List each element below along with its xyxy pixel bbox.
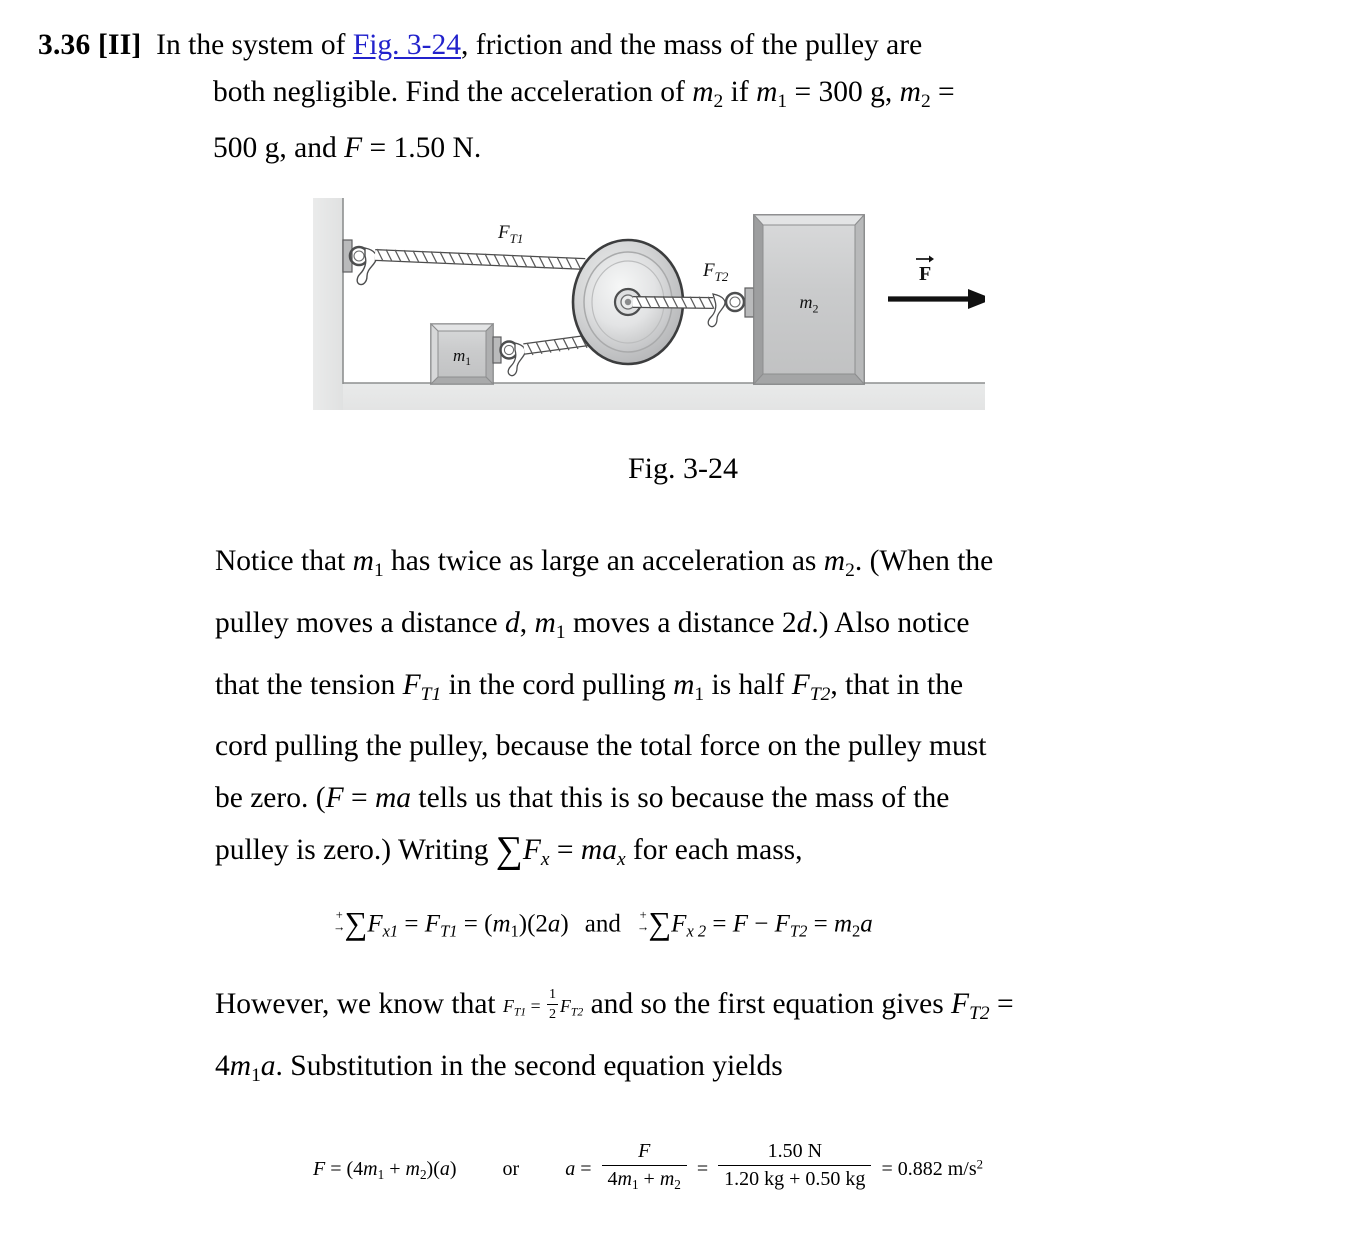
var-m1-sub: 1 [777, 90, 788, 112]
notice-m1b: m [534, 606, 556, 639]
notice-d2: d [796, 606, 812, 639]
eq-FT2-sub: T2 [789, 921, 808, 941]
figure-label-m1: $m_1$ [452, 346, 472, 368]
however-paragraph [215, 978, 1275, 1102]
notice-t3d: , that in the [830, 668, 964, 701]
figure-label-m2: $m_2$ [799, 292, 819, 316]
problem-text-2a: both negligible. Find the acceleration of [213, 76, 693, 108]
var-m2b-sub: 2 [920, 90, 931, 112]
fin-frac1-plus: + [638, 1168, 660, 1190]
however-m1-sub: 1 [251, 1064, 261, 1086]
notice-t5a: be zero. ( [215, 782, 326, 815]
fin-m2: m [405, 1158, 420, 1180]
eq-m2-sub: 2 [852, 921, 861, 941]
figure-caption: Fig. 3-24 [627, 452, 738, 485]
inline-num: 1 [547, 986, 558, 1004]
fin-m1: m [363, 1158, 378, 1180]
notice-max-sub: x [616, 849, 626, 871]
figure-3-24 [313, 198, 985, 410]
however-t1c: = [989, 988, 1014, 1020]
inline-FT2-sub: T2 [570, 1005, 584, 1019]
notice-max: ma [580, 834, 617, 867]
fin-frac1-4: 4 [607, 1168, 618, 1190]
problem-text-1a: In the system of [156, 29, 353, 61]
problem-text-3a: 500 g, and [213, 131, 345, 164]
fin-frac1-m2-sub: 2 [674, 1176, 681, 1192]
notice-m1b-sub: 1 [555, 621, 566, 643]
notice-t2b: , [519, 606, 535, 639]
fin-eq1: = (4 [325, 1158, 364, 1180]
fin-frac1-m1: m [617, 1168, 632, 1190]
eq-a: a [547, 910, 561, 938]
notice-line-4: cord pulling the pulley, because the total force on the pulley must [215, 730, 987, 763]
fin-frac1-m1-sub: 1 [631, 1176, 639, 1192]
however-t1a: However, we know that [215, 988, 503, 1020]
block-m2 [754, 215, 864, 384]
fin-result-sup: 2 [976, 1157, 984, 1172]
notice-Fx-sub: x [540, 849, 550, 871]
problem-text-3b: = 1.50 N. [362, 131, 482, 164]
wall-anchor-upper [343, 240, 377, 285]
var-m2-sub: 2 [713, 90, 724, 112]
fin-a-lhs: a [565, 1158, 576, 1180]
notice-ft2: F [791, 668, 810, 701]
inline-den: 2 [548, 1005, 557, 1022]
inline-FT1: F [503, 995, 514, 1016]
eq-FT2: F [774, 910, 790, 938]
notice-t5b: = [343, 782, 375, 815]
eq-equals-3: = [706, 910, 733, 938]
var-m2: m [692, 76, 714, 108]
fin-frac1-den [602, 1166, 687, 1192]
notice-t1b: has twice as large an acceleration as [383, 545, 824, 577]
m2-anchor [708, 288, 754, 327]
eq-FT1-sub: T1 [440, 921, 458, 941]
notice-m1-sub: 1 [373, 559, 384, 581]
fin-result: 0.882 m/s [897, 1158, 977, 1180]
figure-label-ft1: $F_{T1}$ [498, 222, 524, 246]
notice-m2-sub: 2 [845, 559, 855, 581]
sigma-icon-2: ∑ [648, 905, 672, 941]
force-arrow-icon [888, 289, 985, 309]
figure-link[interactable]: Fig. 3-24 [352, 29, 461, 61]
notice-t6b: = [549, 834, 581, 867]
notice-line-3 [215, 659, 1275, 721]
m1-anchor [493, 337, 525, 376]
equation-sum-forces [333, 905, 873, 942]
problem-text-2c: = 300 g, [787, 76, 900, 108]
notice-paragraph [215, 535, 1275, 886]
however-t2a: 4 [215, 1049, 230, 1082]
notice-t2e: .) Also notice [811, 606, 970, 639]
eq-minus: − [748, 910, 775, 938]
eq-F2: F [671, 910, 687, 938]
notice-ft1: F [402, 668, 421, 701]
notice-t2a: pulley moves a distance [215, 606, 506, 639]
eq-equals-4: = [807, 910, 834, 938]
fin-m2-sub: 2 [419, 1166, 427, 1182]
fin-m1-sub: 1 [377, 1166, 385, 1182]
notice-F: F [325, 782, 344, 815]
eq-and: and [584, 910, 621, 938]
pm-top-2: + [639, 908, 647, 923]
notice-t3a: that the tension [215, 668, 403, 701]
fin-eq4: = [876, 1158, 898, 1180]
pm-top: + [335, 908, 343, 923]
notice-ma: ma [374, 782, 412, 815]
however-m1: m [229, 1049, 252, 1082]
however-line-1 [215, 978, 1275, 1040]
notice-d: d [505, 606, 520, 639]
notice-t1c: . (When the [854, 545, 994, 577]
problem-text-1b: , friction and the mass of the pulley are [461, 29, 923, 61]
notice-ft2-sub: T2 [809, 683, 831, 705]
eq-F: F [732, 910, 749, 938]
however-a: a [260, 1049, 276, 1082]
floor [313, 383, 985, 410]
notice-Fx: F [522, 834, 541, 867]
fin-close: )( [426, 1158, 440, 1180]
sigma-icon: ∑ [495, 829, 523, 872]
notice-line-5 [215, 772, 1275, 824]
problem-text-2d: = [930, 76, 955, 108]
notice-line-6 [215, 824, 1275, 886]
fin-frac1-m2: m [659, 1168, 675, 1190]
eq-a2: a [860, 910, 873, 938]
fin-frac1-num: F [602, 1140, 687, 1166]
var-m2b: m [899, 76, 921, 108]
eq-F1-sub: x1 [382, 921, 399, 941]
however-FT2-sub: T2 [969, 1002, 990, 1024]
notice-line-2 [215, 597, 1275, 659]
rope-lower [524, 336, 591, 355]
fin-frac2-num: 1.50 N [718, 1140, 871, 1166]
fin-frac2-den: 1.20 kg + 0.50 kg [724, 1168, 866, 1190]
however-line-2 [215, 1040, 1275, 1102]
svg-text:F: F [919, 263, 932, 285]
notice-t3b: in the cord pulling [441, 668, 674, 701]
inline-FT2: F [560, 995, 571, 1016]
inline-equals: = [526, 995, 545, 1016]
notice-m1: m [352, 545, 374, 577]
wall [313, 198, 343, 410]
var-m1: m [756, 76, 778, 108]
fin-plus: + [384, 1158, 406, 1180]
problem-number: 3.36 [II] [38, 29, 142, 61]
pm-bottom-2: → [636, 919, 650, 934]
problem-line-2 [38, 69, 1268, 125]
fin-close2: ) [449, 1158, 457, 1180]
notice-t6c: for each mass, [625, 834, 803, 867]
rope-upper [375, 240, 585, 278]
notice-line-1 [215, 535, 1275, 597]
however-t1b: and so the first equation gives [583, 988, 952, 1020]
notice-t3c: is half [704, 668, 792, 701]
notice-t6a: pulley is zero.) Writing [215, 834, 496, 867]
fin-a: a [439, 1158, 450, 1180]
notice-t1a: Notice that [215, 545, 353, 577]
notice-ft1-sub: T1 [420, 683, 442, 705]
figure-label-ft2: $F_{T2}$ [703, 260, 729, 284]
notice-t5c: tells us that this is so because the mass of the [411, 782, 950, 815]
fin-eq3: = [691, 1158, 714, 1180]
inline-FT1-sub: T1 [513, 1005, 527, 1019]
problem-statement [38, 22, 1268, 172]
fraction-150N-over-masses [718, 1140, 871, 1191]
notice-t2c: moves a distance 2 [565, 606, 797, 639]
inline-formula-ft1-half-ft2 [503, 986, 584, 1022]
problem-text-2b: if [723, 76, 757, 108]
fin-F: F [313, 1158, 326, 1180]
eq-F1: F [367, 910, 383, 938]
fin-or: or [502, 1158, 520, 1180]
problem-line-3 [38, 125, 1268, 172]
block-m1 [431, 324, 493, 384]
fin-eq2: = [575, 1158, 597, 1180]
however-t2b: . Substitution in the second equation yields [275, 1049, 783, 1082]
eq-FT1: F [424, 910, 441, 938]
figure-label-force [916, 256, 934, 286]
eq-m1: m [492, 910, 511, 938]
eq-close: ) [560, 910, 569, 938]
notice-m1c-sub: 1 [694, 683, 705, 705]
inline-fraction-half [547, 986, 558, 1022]
eq-equals-2: = ( [457, 910, 493, 938]
var-F: F [344, 131, 363, 164]
fraction-F-over-4m1-m2 [602, 1140, 687, 1192]
sigma-icon-1: ∑ [344, 905, 368, 941]
pm-bottom: → [333, 919, 346, 934]
eq-m2: m [833, 910, 853, 938]
problem-line-1 [38, 22, 1268, 69]
eq-m1-sub: 1 [510, 921, 519, 941]
eq-F2-sub: x 2 [686, 921, 707, 941]
eq-equals-1: = [398, 910, 425, 938]
equation-final-answer [313, 1140, 983, 1192]
notice-m2: m [823, 545, 846, 577]
however-FT2: F [951, 988, 970, 1020]
eq-paren: )(2 [518, 910, 548, 938]
notice-m1c: m [673, 668, 695, 701]
rope-axle [633, 296, 714, 309]
